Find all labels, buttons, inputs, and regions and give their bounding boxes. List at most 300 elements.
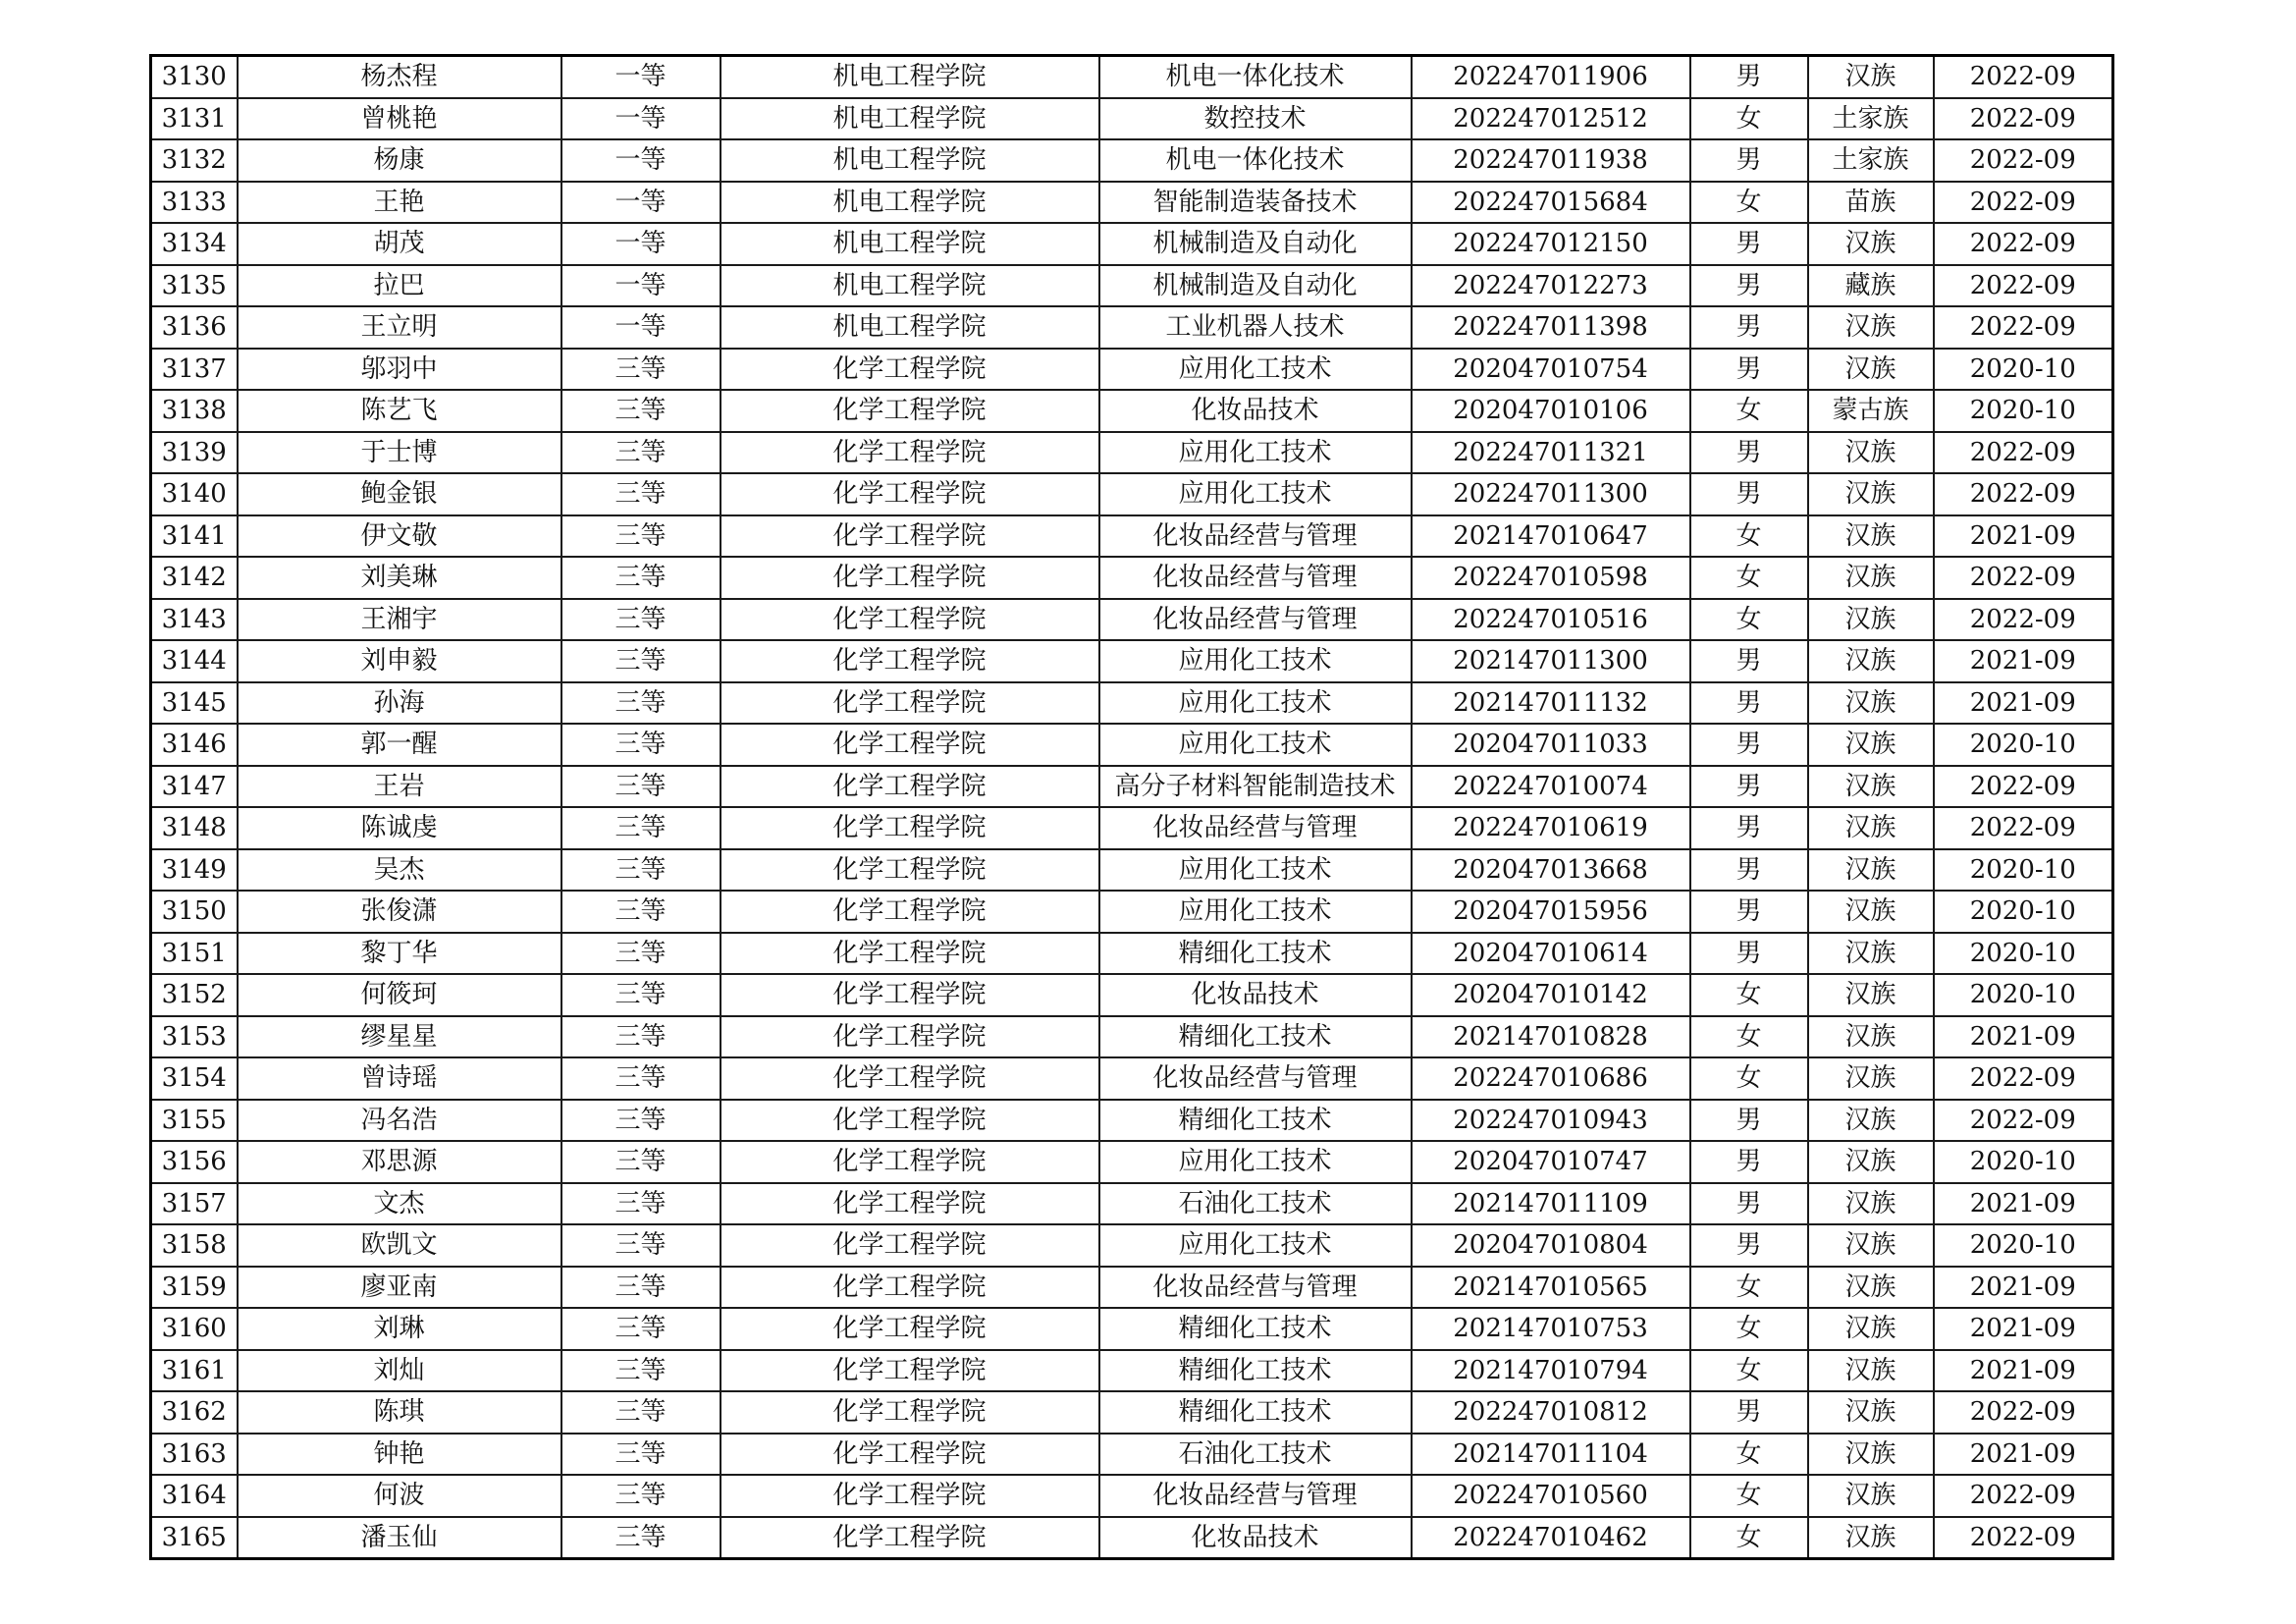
row-number-cell: 3147 (151, 766, 238, 808)
student-name-cell: 王岩 (238, 766, 561, 808)
row-number-cell: 3133 (151, 182, 238, 224)
ethnicity-cell: 汉族 (1808, 473, 1934, 515)
student-name-cell: 胡茂 (238, 223, 561, 265)
row-number-cell: 3165 (151, 1517, 238, 1559)
table-row (151, 349, 2113, 391)
enrollment-date-cell: 2022-09 (1934, 1391, 2113, 1434)
ethnicity-cell: 汉族 (1808, 724, 1934, 766)
student-id-cell: 202047010804 (1412, 1224, 1690, 1267)
enrollment-date-cell: 2020-10 (1934, 724, 2113, 766)
award-grade-cell: 三等 (561, 807, 721, 849)
ethnicity-cell: 汉族 (1808, 807, 1934, 849)
award-grade-cell: 三等 (561, 1391, 721, 1434)
major-cell: 化妆品技术 (1099, 390, 1412, 432)
ethnicity-cell: 藏族 (1808, 265, 1934, 307)
gender-cell: 男 (1690, 933, 1808, 975)
gender-cell: 男 (1690, 891, 1808, 933)
row-number-cell: 3152 (151, 974, 238, 1016)
row-number-cell: 3143 (151, 599, 238, 641)
gender-cell: 男 (1690, 807, 1808, 849)
student-id-cell: 202247010462 (1412, 1517, 1690, 1559)
ethnicity-cell: 汉族 (1808, 599, 1934, 641)
award-grade-cell: 三等 (561, 1016, 721, 1058)
college-cell: 化学工程学院 (721, 1475, 1099, 1517)
award-grade-cell: 一等 (561, 56, 721, 98)
student-name-cell: 欧凯文 (238, 1224, 561, 1267)
major-cell: 精细化工技术 (1099, 1308, 1412, 1350)
student-name-cell: 杨康 (238, 139, 561, 182)
major-cell: 应用化工技术 (1099, 349, 1412, 391)
student-name-cell: 刘申毅 (238, 640, 561, 682)
major-cell: 化妆品经营与管理 (1099, 557, 1412, 599)
row-number-cell: 3145 (151, 682, 238, 725)
student-id-cell: 202247011321 (1412, 432, 1690, 474)
major-cell: 化妆品经营与管理 (1099, 515, 1412, 558)
college-cell: 化学工程学院 (721, 1100, 1099, 1142)
ethnicity-cell: 土家族 (1808, 139, 1934, 182)
table-row (151, 891, 2113, 933)
table-row (151, 1475, 2113, 1517)
student-name-cell: 刘灿 (238, 1350, 561, 1392)
major-cell: 应用化工技术 (1099, 1141, 1412, 1183)
award-grade-cell: 三等 (561, 1350, 721, 1392)
enrollment-date-cell: 2020-10 (1934, 933, 2113, 975)
major-cell: 应用化工技术 (1099, 724, 1412, 766)
award-grade-cell: 三等 (561, 1475, 721, 1517)
enrollment-date-cell: 2022-09 (1934, 306, 2113, 349)
student-name-cell: 邬羽中 (238, 349, 561, 391)
award-grade-cell: 三等 (561, 1308, 721, 1350)
row-number-cell: 3156 (151, 1141, 238, 1183)
table-row (151, 223, 2113, 265)
award-grade-cell: 三等 (561, 974, 721, 1016)
student-name-cell: 钟艳 (238, 1434, 561, 1476)
award-grade-cell: 三等 (561, 1434, 721, 1476)
student-name-cell: 陈琪 (238, 1391, 561, 1434)
gender-cell: 女 (1690, 1267, 1808, 1309)
table-row (151, 390, 2113, 432)
major-cell: 应用化工技术 (1099, 640, 1412, 682)
college-cell: 化学工程学院 (721, 557, 1099, 599)
major-cell: 应用化工技术 (1099, 891, 1412, 933)
enrollment-date-cell: 2022-09 (1934, 265, 2113, 307)
college-cell: 化学工程学院 (721, 807, 1099, 849)
table-row (151, 432, 2113, 474)
award-grade-cell: 三等 (561, 724, 721, 766)
enrollment-date-cell: 2022-09 (1934, 473, 2113, 515)
ethnicity-cell: 汉族 (1808, 1224, 1934, 1267)
table-row (151, 1057, 2113, 1100)
row-number-cell: 3132 (151, 139, 238, 182)
award-grade-cell: 三等 (561, 557, 721, 599)
enrollment-date-cell: 2021-09 (1934, 682, 2113, 725)
enrollment-date-cell: 2022-09 (1934, 599, 2113, 641)
table-row (151, 1016, 2113, 1058)
award-grade-cell: 三等 (561, 1224, 721, 1267)
gender-cell: 男 (1690, 1391, 1808, 1434)
student-name-cell: 王立明 (238, 306, 561, 349)
student-id-cell: 202047010106 (1412, 390, 1690, 432)
table-row (151, 473, 2113, 515)
award-grade-cell: 三等 (561, 933, 721, 975)
student-name-cell: 冯名浩 (238, 1100, 561, 1142)
enrollment-date-cell: 2020-10 (1934, 349, 2113, 391)
gender-cell: 女 (1690, 1308, 1808, 1350)
enrollment-date-cell: 2022-09 (1934, 98, 2113, 140)
student-id-cell: 202247012512 (1412, 98, 1690, 140)
row-number-cell: 3148 (151, 807, 238, 849)
row-number-cell: 3139 (151, 432, 238, 474)
ethnicity-cell: 汉族 (1808, 1183, 1934, 1225)
award-grade-cell: 三等 (561, 599, 721, 641)
gender-cell: 女 (1690, 1057, 1808, 1100)
student-id-cell: 202047010747 (1412, 1141, 1690, 1183)
table-row (151, 265, 2113, 307)
enrollment-date-cell: 2022-09 (1934, 182, 2113, 224)
enrollment-date-cell: 2022-09 (1934, 1057, 2113, 1100)
student-name-cell: 邓思源 (238, 1141, 561, 1183)
row-number-cell: 3155 (151, 1100, 238, 1142)
student-id-cell: 202047010142 (1412, 974, 1690, 1016)
major-cell: 应用化工技术 (1099, 432, 1412, 474)
student-name-cell: 潘玉仙 (238, 1517, 561, 1559)
major-cell: 化妆品经营与管理 (1099, 599, 1412, 641)
major-cell: 工业机器人技术 (1099, 306, 1412, 349)
table-row (151, 56, 2113, 98)
student-name-cell: 刘美琳 (238, 557, 561, 599)
college-cell: 化学工程学院 (721, 1057, 1099, 1100)
student-id-cell: 202247010560 (1412, 1475, 1690, 1517)
ethnicity-cell: 汉族 (1808, 1100, 1934, 1142)
gender-cell: 女 (1690, 182, 1808, 224)
gender-cell: 女 (1690, 1016, 1808, 1058)
college-cell: 化学工程学院 (721, 640, 1099, 682)
student-id-cell: 202247010686 (1412, 1057, 1690, 1100)
ethnicity-cell: 汉族 (1808, 849, 1934, 892)
table-row (151, 1517, 2113, 1559)
gender-cell: 女 (1690, 515, 1808, 558)
student-name-cell: 曾桃艳 (238, 98, 561, 140)
student-name-cell: 刘琳 (238, 1308, 561, 1350)
gender-cell: 女 (1690, 98, 1808, 140)
college-cell: 化学工程学院 (721, 1183, 1099, 1225)
gender-cell: 男 (1690, 139, 1808, 182)
student-id-cell: 202247012273 (1412, 265, 1690, 307)
gender-cell: 男 (1690, 682, 1808, 725)
row-number-cell: 3141 (151, 515, 238, 558)
ethnicity-cell: 汉族 (1808, 56, 1934, 98)
award-grade-cell: 三等 (561, 891, 721, 933)
major-cell: 化妆品经营与管理 (1099, 807, 1412, 849)
award-grade-cell: 三等 (561, 1267, 721, 1309)
table-row (151, 1183, 2113, 1225)
enrollment-date-cell: 2022-09 (1934, 56, 2113, 98)
student-name-cell: 王湘宇 (238, 599, 561, 641)
award-grade-cell: 三等 (561, 1183, 721, 1225)
gender-cell: 男 (1690, 1141, 1808, 1183)
major-cell: 石油化工技术 (1099, 1183, 1412, 1225)
table-row (151, 139, 2113, 182)
college-cell: 化学工程学院 (721, 766, 1099, 808)
major-cell: 化妆品技术 (1099, 974, 1412, 1016)
enrollment-date-cell: 2020-10 (1934, 390, 2113, 432)
student-name-cell: 曾诗瑶 (238, 1057, 561, 1100)
scholarship-roster-table (149, 54, 2114, 1560)
college-cell: 化学工程学院 (721, 1434, 1099, 1476)
major-cell: 石油化工技术 (1099, 1434, 1412, 1476)
major-cell: 应用化工技术 (1099, 849, 1412, 892)
row-number-cell: 3153 (151, 1016, 238, 1058)
student-id-cell: 202047013668 (1412, 849, 1690, 892)
student-name-cell: 陈艺飞 (238, 390, 561, 432)
enrollment-date-cell: 2021-09 (1934, 1016, 2113, 1058)
ethnicity-cell: 汉族 (1808, 1391, 1934, 1434)
row-number-cell: 3159 (151, 1267, 238, 1309)
major-cell: 精细化工技术 (1099, 1391, 1412, 1434)
student-name-cell: 鲍金银 (238, 473, 561, 515)
ethnicity-cell: 汉族 (1808, 306, 1934, 349)
college-cell: 机电工程学院 (721, 98, 1099, 140)
table-row (151, 766, 2113, 808)
ethnicity-cell: 汉族 (1808, 974, 1934, 1016)
table-row (151, 306, 2113, 349)
major-cell: 应用化工技术 (1099, 473, 1412, 515)
student-id-cell: 202247010074 (1412, 766, 1690, 808)
row-number-cell: 3136 (151, 306, 238, 349)
table-row (151, 98, 2113, 140)
ethnicity-cell: 汉族 (1808, 933, 1934, 975)
student-id-cell: 202247010619 (1412, 807, 1690, 849)
award-grade-cell: 一等 (561, 306, 721, 349)
table-row (151, 933, 2113, 975)
row-number-cell: 3138 (151, 390, 238, 432)
major-cell: 机电一体化技术 (1099, 139, 1412, 182)
table-row (151, 724, 2113, 766)
student-id-cell: 202147011104 (1412, 1434, 1690, 1476)
gender-cell: 女 (1690, 1434, 1808, 1476)
row-number-cell: 3157 (151, 1183, 238, 1225)
ethnicity-cell: 汉族 (1808, 223, 1934, 265)
student-id-cell: 202147010753 (1412, 1308, 1690, 1350)
college-cell: 化学工程学院 (721, 349, 1099, 391)
gender-cell: 男 (1690, 1224, 1808, 1267)
college-cell: 化学工程学院 (721, 1517, 1099, 1559)
gender-cell: 男 (1690, 306, 1808, 349)
gender-cell: 男 (1690, 1183, 1808, 1225)
major-cell: 化妆品经营与管理 (1099, 1267, 1412, 1309)
gender-cell: 女 (1690, 557, 1808, 599)
table-row (151, 182, 2113, 224)
major-cell: 精细化工技术 (1099, 933, 1412, 975)
college-cell: 化学工程学院 (721, 432, 1099, 474)
ethnicity-cell: 汉族 (1808, 1267, 1934, 1309)
college-cell: 化学工程学院 (721, 1224, 1099, 1267)
enrollment-date-cell: 2022-09 (1934, 1100, 2113, 1142)
table-row (151, 515, 2113, 558)
major-cell: 机电一体化技术 (1099, 56, 1412, 98)
student-id-cell: 202247010598 (1412, 557, 1690, 599)
row-number-cell: 3154 (151, 1057, 238, 1100)
enrollment-date-cell: 2021-09 (1934, 1308, 2113, 1350)
college-cell: 机电工程学院 (721, 223, 1099, 265)
student-id-cell: 202147011300 (1412, 640, 1690, 682)
major-cell: 机械制造及自动化 (1099, 265, 1412, 307)
major-cell: 精细化工技术 (1099, 1100, 1412, 1142)
enrollment-date-cell: 2020-10 (1934, 974, 2113, 1016)
enrollment-date-cell: 2021-09 (1934, 1267, 2113, 1309)
college-cell: 化学工程学院 (721, 1141, 1099, 1183)
ethnicity-cell: 汉族 (1808, 1016, 1934, 1058)
gender-cell: 女 (1690, 1517, 1808, 1559)
ethnicity-cell: 汉族 (1808, 515, 1934, 558)
student-name-cell: 郭一醒 (238, 724, 561, 766)
award-grade-cell: 三等 (561, 766, 721, 808)
major-cell: 智能制造装备技术 (1099, 182, 1412, 224)
table-row (151, 1100, 2113, 1142)
college-cell: 化学工程学院 (721, 1350, 1099, 1392)
ethnicity-cell: 汉族 (1808, 891, 1934, 933)
student-name-cell: 伊文敬 (238, 515, 561, 558)
enrollment-date-cell: 2022-09 (1934, 223, 2113, 265)
student-name-cell: 张俊潇 (238, 891, 561, 933)
student-id-cell: 202047011033 (1412, 724, 1690, 766)
gender-cell: 男 (1690, 724, 1808, 766)
student-name-cell: 拉巴 (238, 265, 561, 307)
college-cell: 化学工程学院 (721, 1308, 1099, 1350)
row-number-cell: 3162 (151, 1391, 238, 1434)
table-row (151, 1434, 2113, 1476)
table-row (151, 1350, 2113, 1392)
award-grade-cell: 三等 (561, 849, 721, 892)
student-name-cell: 孙海 (238, 682, 561, 725)
enrollment-date-cell: 2021-09 (1934, 640, 2113, 682)
student-name-cell: 于士博 (238, 432, 561, 474)
award-grade-cell: 一等 (561, 98, 721, 140)
enrollment-date-cell: 2022-09 (1934, 1517, 2113, 1559)
roster-body (151, 56, 2113, 1559)
table-row (151, 1267, 2113, 1309)
gender-cell: 男 (1690, 349, 1808, 391)
college-cell: 机电工程学院 (721, 139, 1099, 182)
ethnicity-cell: 汉族 (1808, 1057, 1934, 1100)
enrollment-date-cell: 2022-09 (1934, 139, 2113, 182)
table-row (151, 682, 2113, 725)
row-number-cell: 3135 (151, 265, 238, 307)
student-id-cell: 202147011132 (1412, 682, 1690, 725)
award-grade-cell: 三等 (561, 682, 721, 725)
row-number-cell: 3163 (151, 1434, 238, 1476)
award-grade-cell: 三等 (561, 349, 721, 391)
ethnicity-cell: 汉族 (1808, 1475, 1934, 1517)
award-grade-cell: 三等 (561, 515, 721, 558)
table-row (151, 849, 2113, 892)
ethnicity-cell: 汉族 (1808, 1434, 1934, 1476)
student-id-cell: 202047010754 (1412, 349, 1690, 391)
major-cell: 精细化工技术 (1099, 1350, 1412, 1392)
table-row (151, 1391, 2113, 1434)
gender-cell: 男 (1690, 473, 1808, 515)
award-grade-cell: 一等 (561, 223, 721, 265)
award-grade-cell: 三等 (561, 1517, 721, 1559)
student-name-cell: 缪星星 (238, 1016, 561, 1058)
student-name-cell: 黎丁华 (238, 933, 561, 975)
row-number-cell: 3158 (151, 1224, 238, 1267)
ethnicity-cell: 汉族 (1808, 1308, 1934, 1350)
enrollment-date-cell: 2021-09 (1934, 1183, 2113, 1225)
row-number-cell: 3137 (151, 349, 238, 391)
student-name-cell: 陈诚虔 (238, 807, 561, 849)
college-cell: 化学工程学院 (721, 1016, 1099, 1058)
table-row (151, 974, 2113, 1016)
row-number-cell: 3164 (151, 1475, 238, 1517)
table-row (151, 1224, 2113, 1267)
student-name-cell: 王艳 (238, 182, 561, 224)
ethnicity-cell: 汉族 (1808, 557, 1934, 599)
enrollment-date-cell: 2022-09 (1934, 1475, 2113, 1517)
ethnicity-cell: 汉族 (1808, 766, 1934, 808)
gender-cell: 女 (1690, 1350, 1808, 1392)
table-row (151, 1141, 2113, 1183)
major-cell: 精细化工技术 (1099, 1016, 1412, 1058)
gender-cell: 女 (1690, 1475, 1808, 1517)
college-cell: 化学工程学院 (721, 974, 1099, 1016)
row-number-cell: 3134 (151, 223, 238, 265)
student-id-cell: 202247010516 (1412, 599, 1690, 641)
student-id-cell: 202147011109 (1412, 1183, 1690, 1225)
gender-cell: 男 (1690, 56, 1808, 98)
college-cell: 化学工程学院 (721, 390, 1099, 432)
ethnicity-cell: 汉族 (1808, 1141, 1934, 1183)
ethnicity-cell: 苗族 (1808, 182, 1934, 224)
student-id-cell: 202247011398 (1412, 306, 1690, 349)
ethnicity-cell: 汉族 (1808, 432, 1934, 474)
table-row (151, 599, 2113, 641)
row-number-cell: 3144 (151, 640, 238, 682)
enrollment-date-cell: 2022-09 (1934, 766, 2113, 808)
major-cell: 应用化工技术 (1099, 682, 1412, 725)
major-cell: 化妆品经营与管理 (1099, 1475, 1412, 1517)
enrollment-date-cell: 2020-10 (1934, 1224, 2113, 1267)
student-id-cell: 202147010647 (1412, 515, 1690, 558)
enrollment-date-cell: 2021-09 (1934, 515, 2113, 558)
student-id-cell: 202247011300 (1412, 473, 1690, 515)
enrollment-date-cell: 2021-09 (1934, 1434, 2113, 1476)
gender-cell: 男 (1690, 1100, 1808, 1142)
student-name-cell: 吴杰 (238, 849, 561, 892)
college-cell: 机电工程学院 (721, 265, 1099, 307)
ethnicity-cell: 汉族 (1808, 1517, 1934, 1559)
college-cell: 化学工程学院 (721, 724, 1099, 766)
ethnicity-cell: 汉族 (1808, 1350, 1934, 1392)
row-number-cell: 3151 (151, 933, 238, 975)
student-id-cell: 202247011906 (1412, 56, 1690, 98)
award-grade-cell: 三等 (561, 473, 721, 515)
student-id-cell: 202247010943 (1412, 1100, 1690, 1142)
college-cell: 化学工程学院 (721, 515, 1099, 558)
enrollment-date-cell: 2020-10 (1934, 849, 2113, 892)
table-row (151, 807, 2113, 849)
award-grade-cell: 一等 (561, 265, 721, 307)
enrollment-date-cell: 2022-09 (1934, 557, 2113, 599)
ethnicity-cell: 汉族 (1808, 349, 1934, 391)
enrollment-date-cell: 2022-09 (1934, 807, 2113, 849)
student-name-cell: 文杰 (238, 1183, 561, 1225)
award-grade-cell: 三等 (561, 1141, 721, 1183)
major-cell: 化妆品经营与管理 (1099, 1057, 1412, 1100)
row-number-cell: 3150 (151, 891, 238, 933)
student-id-cell: 202147010828 (1412, 1016, 1690, 1058)
award-grade-cell: 三等 (561, 1100, 721, 1142)
